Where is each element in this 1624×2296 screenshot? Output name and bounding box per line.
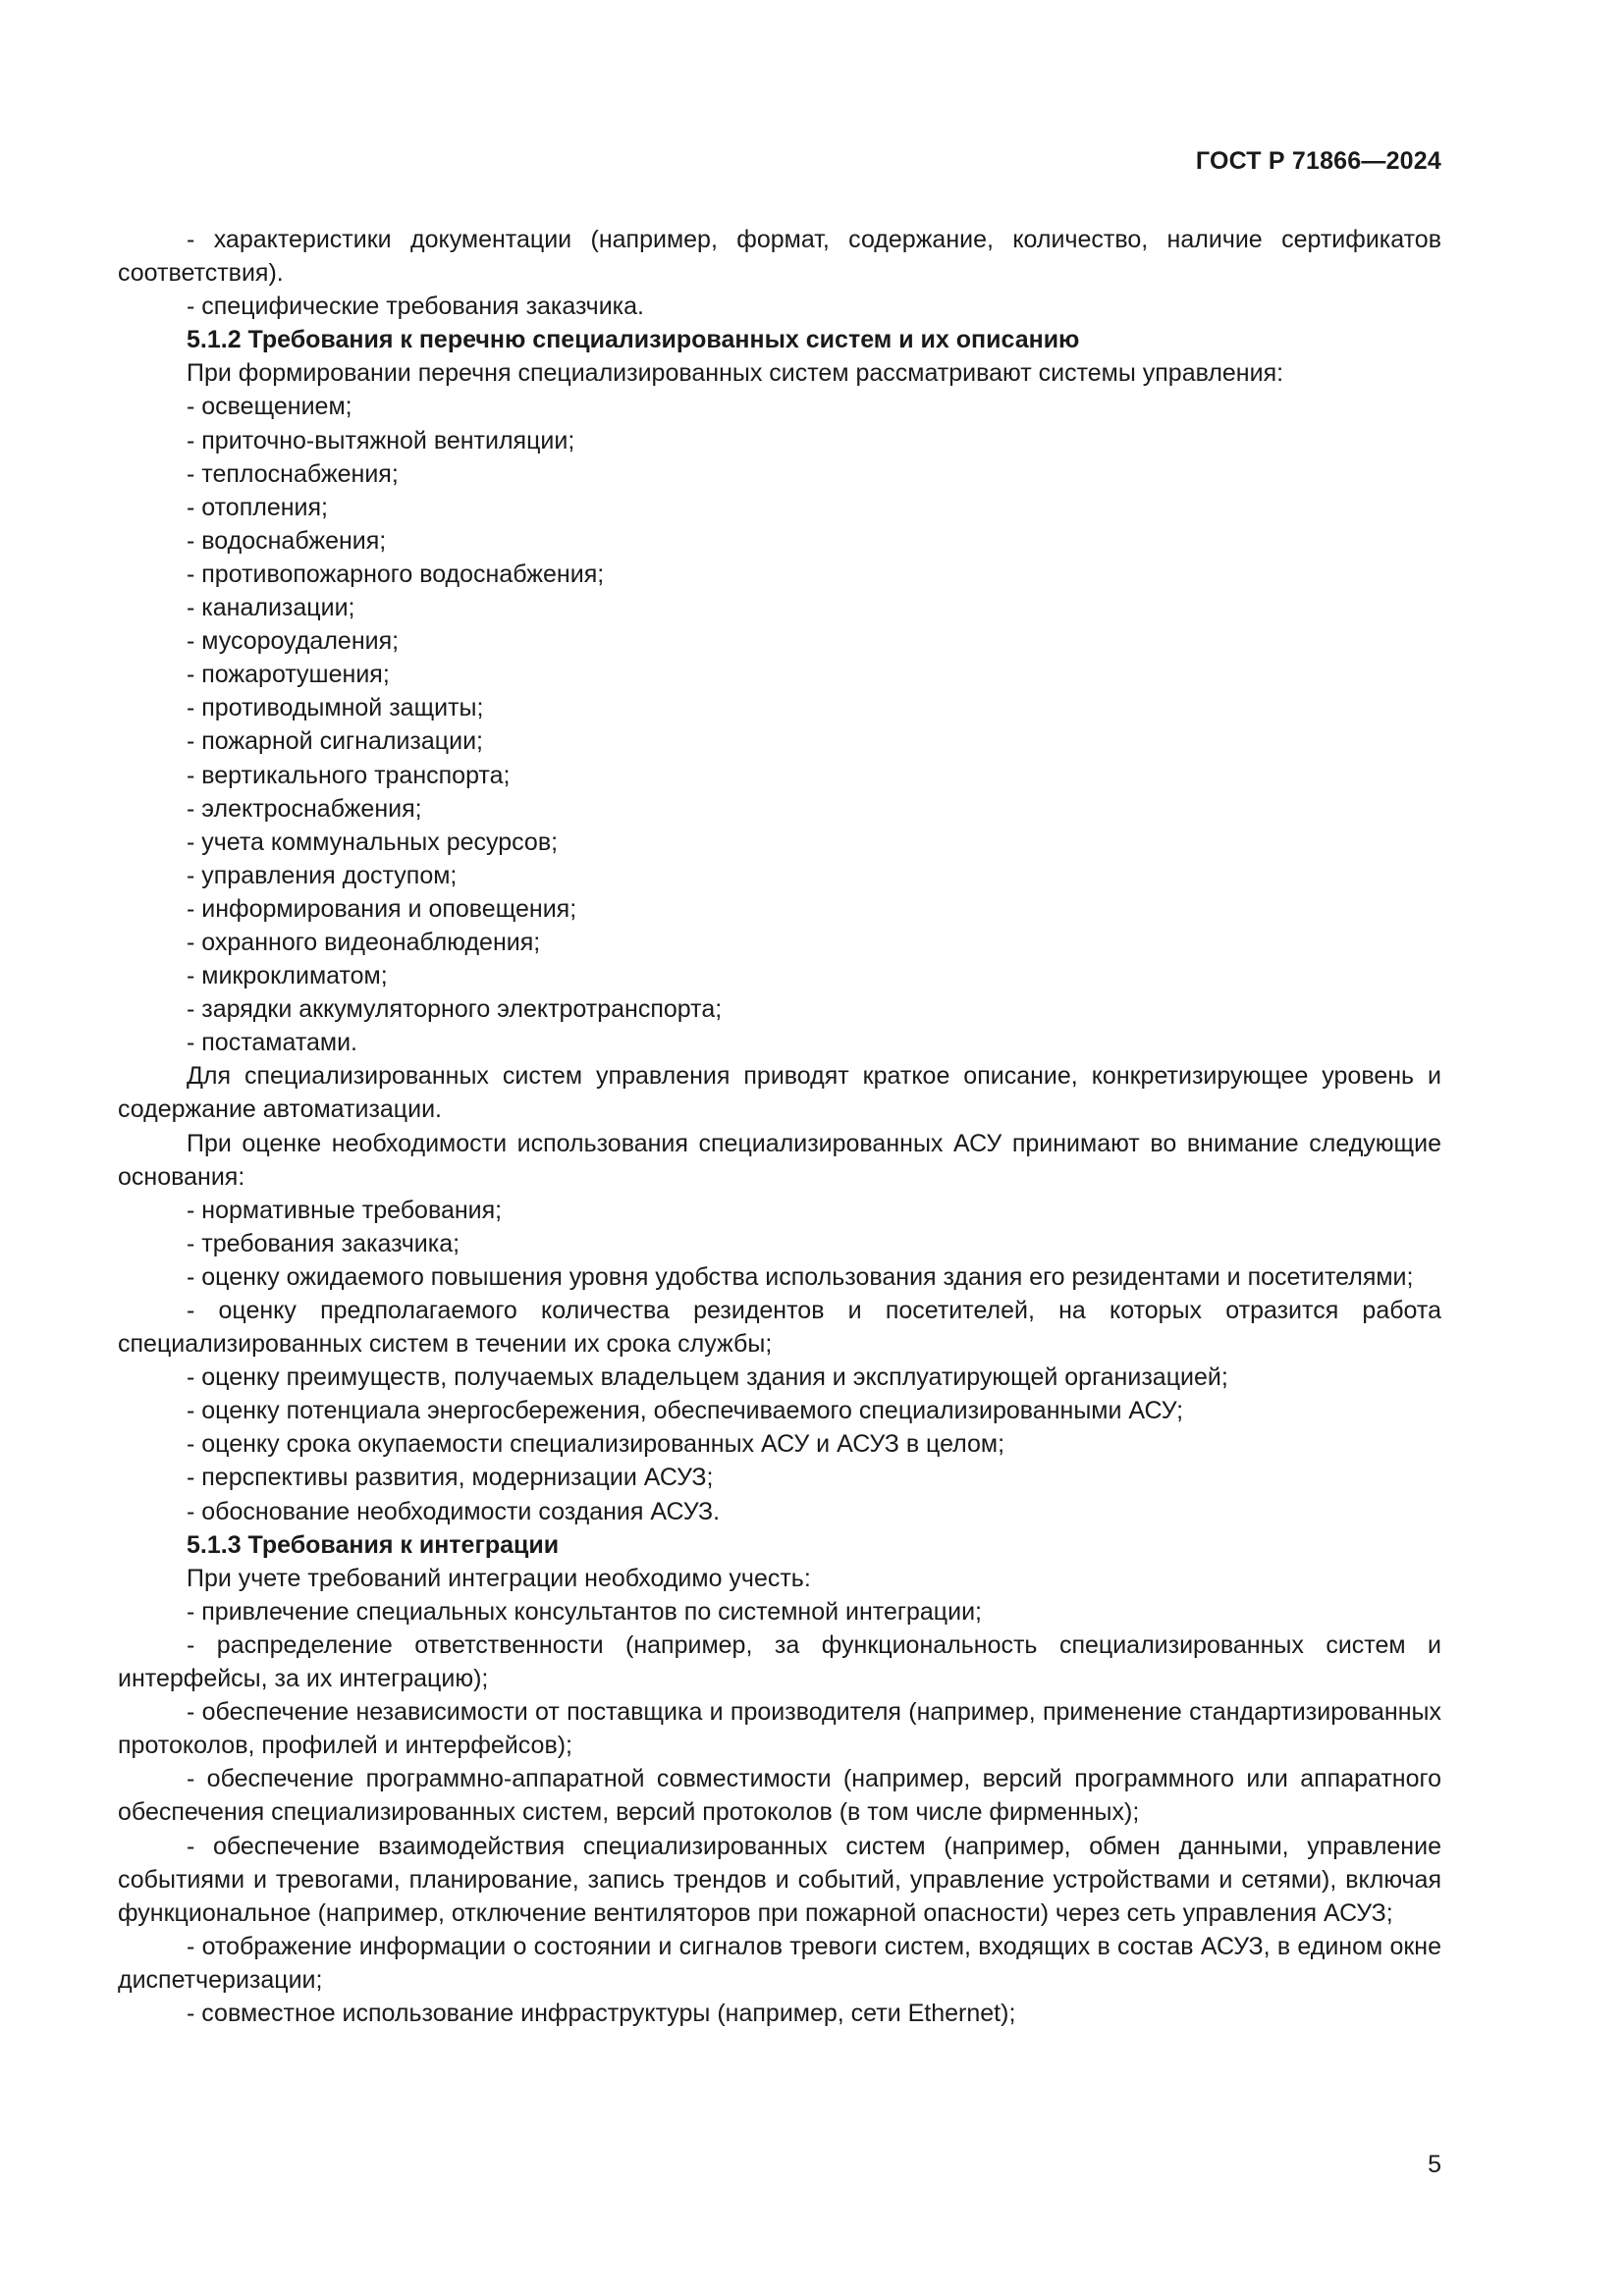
paragraph: - распределение ответственности (например, за функциональность специализированных систем и интерфейсы, за их интеграцию);: [118, 1630, 1441, 1693]
paragraph: - обеспечение взаимодействия специализированных систем (например, обмен данными, управление событиями и тревогами, планирование, запись трендов и событий, управление устройствами и сетями), включая функциональное (например, отключение вентиляторов при пожарной опасности) через сеть управления АСУЗ;: [118, 1832, 1441, 1927]
list-item: - пожаротушения;: [187, 661, 390, 689]
list-item: - оценку потенциала энергосбережения, обеспечиваемого специализированными АСУ;: [187, 1397, 1184, 1425]
list-item: - перспективы развития, модернизации АСУЗ;: [187, 1464, 714, 1492]
paragraph: - оценку предполагаемого количества резидентов и посетителей, на которых отразится работа специализированных систем в течении их срока службы;: [118, 1297, 1441, 1359]
section-heading: 5.1.2 Требования к перечню специализированных систем и их описанию: [187, 326, 1080, 354]
list-item: При формировании перечня специализированных систем рассматривают системы управления:: [187, 359, 1284, 388]
list-item: - вертикального транспорта;: [187, 761, 511, 789]
list-item: - требования заказчика;: [187, 1229, 460, 1257]
paragraph: Для специализированных систем управления приводят краткое описание, конкретизирующее уровень и содержание автоматизации.: [118, 1062, 1441, 1124]
list-item: - оценку срока окупаемости специализированных АСУ и АСУЗ в целом;: [187, 1430, 1005, 1459]
list-item: - привлечение специальных консультантов по системной интеграции;: [187, 1597, 982, 1626]
list-item: При учете требований интеграции необходимо учесть:: [187, 1564, 811, 1592]
list-item: - обоснование необходимости создания АСУЗ.: [187, 1497, 721, 1525]
list-item: - противопожарного водоснабжения;: [187, 560, 605, 588]
list-item: - пожарной сигнализации;: [187, 727, 483, 756]
paragraph: - характеристики документации (например, формат, содержание, количество, наличие сертификатов соответствия).: [118, 226, 1441, 288]
list-item: - совместное использование инфраструктуры (например, сети Ethernet);: [187, 1999, 1016, 2027]
paragraph: - отображение информации о состоянии и сигналов тревоги систем, входящих в состав АСУЗ, в едином окне диспетчеризации;: [118, 1932, 1441, 1994]
page-number: 5: [1428, 2151, 1441, 2178]
list-item: - информирования и оповещения;: [187, 894, 577, 923]
list-item: - канализации;: [187, 594, 355, 622]
list-item: - постаматами.: [187, 1029, 357, 1057]
list-item: - управления доступом;: [187, 861, 458, 889]
list-item: - учета коммунальных ресурсов;: [187, 828, 559, 856]
list-item: - зарядки аккумуляторного электротранспорта;: [187, 995, 723, 1024]
list-item: - приточно-вытяжной вентиляции;: [187, 426, 575, 454]
paragraph: - оценку ожидаемого повышения уровня удобства использования здания его резидентами и посетителями;: [187, 1262, 1414, 1291]
list-item: - микроклиматом;: [187, 962, 388, 990]
list-item: - нормативные требования;: [187, 1196, 503, 1224]
document-body: [118, 223, 1441, 2030]
list-item: - освещением;: [187, 393, 352, 421]
list-item: - отопления;: [187, 493, 328, 521]
list-item: - электроснабжения;: [187, 794, 422, 823]
list-item: - мусороудаления;: [187, 627, 400, 656]
paragraph: - обеспечение программно-аппаратной совместимости (например, версий программного или аппаратного обеспечения специализированных систем, версий протоколов (в том числе фирменных);: [118, 1765, 1441, 1827]
document-code-header: ГОСТ Р 71866—2024: [1195, 147, 1441, 175]
list-item: - охранного видеонаблюдения;: [187, 928, 541, 956]
paragraph: - обеспечение независимости от поставщика и производителя (например, применение стандартизированных протоколов, профилей и интерфейсов);: [118, 1698, 1441, 1760]
list-item: - теплоснабжения;: [187, 459, 399, 488]
list-item: - противодымной защиты;: [187, 694, 484, 722]
section-heading: 5.1.3 Требования к интеграции: [187, 1530, 560, 1559]
paragraph: При оценке необходимости использования специализированных АСУ принимают во внимание следующие основания:: [118, 1129, 1441, 1191]
list-item: - специфические требования заказчика.: [187, 293, 645, 321]
list-item: - оценку преимуществ, получаемых владельцем здания и эксплуатирующей организацией;: [187, 1363, 1228, 1392]
list-item: - водоснабжения;: [187, 526, 387, 555]
